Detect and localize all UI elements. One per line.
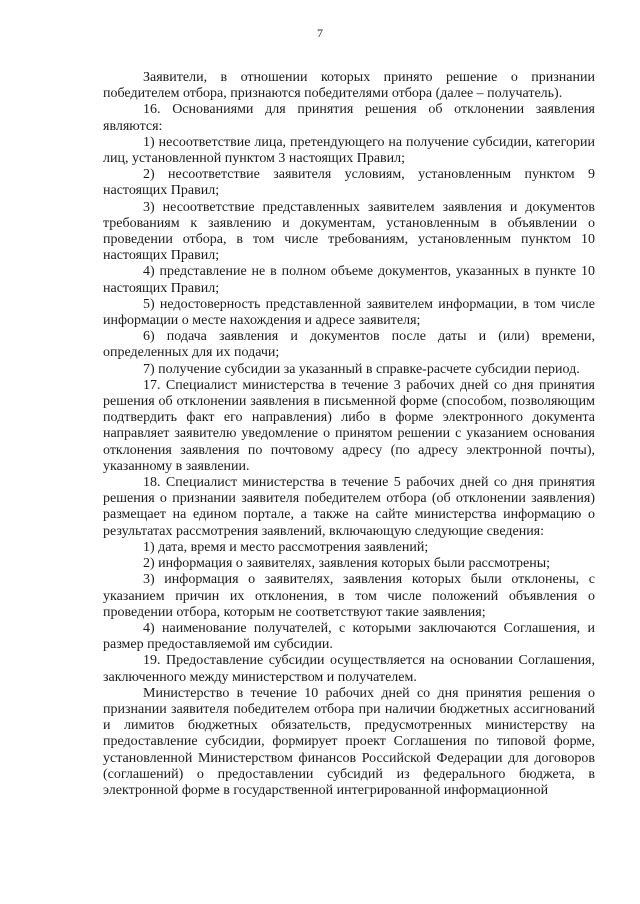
paragraph-16-item-6: 6) подача заявления и документов после даты и (или) времени, определенных для их подачи; [103, 329, 595, 361]
paragraph-18-item-1: 1) дата, время и место рассмотрения заявлений; [143, 539, 429, 555]
paragraph-16-item-2: 2) несоответствие заявителя условиям, установленным пунктом 9 настоящих Правил; [103, 167, 595, 199]
page-number: 7 [317, 26, 323, 40]
paragraph-16-heading: 16. Основаниями для принятия решения об отклонении заявления являются: [103, 102, 595, 134]
document-body [103, 70, 595, 799]
paragraph-winners-note: Заявители, в отношении которых принято решение о признании победителем отбора, признаются победителями отбора (далее – получатель). [103, 70, 595, 102]
paragraph-16-item-5: 5) недостоверность представленной заявителем информации, в том числе информации о месте нахождения и адресе заявителя; [103, 296, 595, 329]
paragraph-18-item-4: 4) наименование получателей, с которыми заключаются Соглашения, и размер предоставляемой им субсидии. [103, 620, 595, 653]
paragraph-18-item-3: 3) информация о заявителях, заявления которых были отклонены, с указанием причин их отклонения, в том числе положений объявления о проведении отбора, которым не соответствуют такие заявления; [103, 572, 595, 620]
paragraph-16-item-1: 1) несоответствие лица, претендующего на получение субсидии, категории лиц, установленной пунктом 3 настоящих Правил; [103, 134, 595, 167]
paragraph-18: 18. Специалист министерства в течение 5 рабочих дней со дня принятия решения о признании заявителя победителем отбора (об отклонении заявления) размещает на едином портале, а также на сайте министерства информацию о результатах рассмотрения заявлений, включающую следующие сведения: [103, 475, 595, 539]
paragraph-16-item-3: 3) несоответствие представленных заявителем заявления и документов требованиям к заявлению и документам, установленным в объявлении о проведении отбора, в том числе требованиям, установленным пунктом 10 настоящих Правил; [103, 199, 595, 264]
paragraph-18-item-2: 2) информация о заявителях, заявления которых были рассмотрены; [143, 556, 551, 572]
paragraph-19-continuation: Министерство в течение 10 рабочих дней со дня принятия решения о признании заявителя победителем отбора при наличии бюджетных ассигнований и лимитов бюджетных обязательств, предусмотренных министерству на предоставление субсидии, формирует проект Соглашения по типовой форме, установленной Министерством финансов Российской Федерации для договоров (соглашений) о предоставлении субсидий из федерального бюджета, в электронной форме в государственной интегрированной информационной [103, 685, 595, 798]
paragraph-16-item-4: 4) представление не в полном объеме документов, указанных в пункте 10 настоящих Правил; [103, 264, 595, 296]
paragraph-16-item-7: 7) получение субсидии за указанный в справке-расчете субсидии период. [143, 361, 580, 377]
paragraph-17: 17. Специалист министерства в течение 3 рабочих дней со дня принятия решения об отклонении заявления в письменной форме (способом, позволяющим подтвердить факт его направления) либо в форме электронного документа направляет заявителю уведомление о принятом решении с указанием основания отклонения заявления по почтовому адресу (по адресу электронной почты), указанному в заявлении. [103, 377, 595, 474]
paragraph-19: 19. Предоставление субсидии осуществляется на основании Соглашения, заключенного между министерством и получателем. [103, 653, 595, 685]
